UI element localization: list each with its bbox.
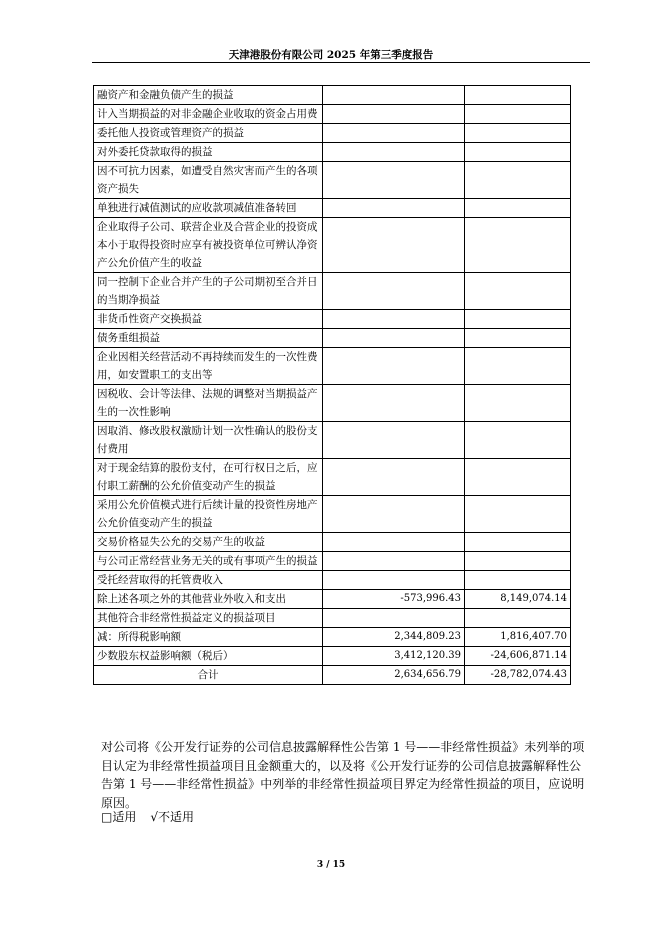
item-label: 因不可抗力因素，如遭受自然灾害而产生的各项资产损失 <box>94 162 323 199</box>
current-period-value <box>323 552 465 571</box>
item-label: 融资产和金融负债产生的损益 <box>94 86 323 105</box>
current-period-value <box>323 348 465 385</box>
table-row <box>94 124 571 143</box>
table-row <box>94 105 571 124</box>
table-row <box>94 496 571 533</box>
table-row <box>94 162 571 199</box>
header-rule <box>92 62 590 63</box>
item-label: 企业因相关经营活动不再持续而发生的一次性费用，如安置职工的支出等 <box>94 348 323 385</box>
table-row <box>94 199 571 218</box>
year-to-date-value: -24,606,871.14 <box>465 647 571 666</box>
current-period-value <box>323 273 465 310</box>
item-label: 合计 <box>94 666 323 685</box>
table-row <box>94 459 571 496</box>
item-label: 委托他人投资或管理资产的损益 <box>94 124 323 143</box>
table-row <box>94 666 571 685</box>
item-label: 对外委托贷款取得的损益 <box>94 143 323 162</box>
option-not-applicable: √不适用 <box>150 810 194 824</box>
current-period-value <box>323 496 465 533</box>
year-to-date-value <box>465 348 571 385</box>
year-to-date-value <box>465 496 571 533</box>
year-to-date-value <box>465 218 571 273</box>
applicability-options <box>101 808 194 825</box>
item-label: 企业取得子公司、联营企业及合营企业的投资成本小于取得投资时应享有被投资单位可辨认净资产公允价值产生的收益 <box>94 218 323 273</box>
year-to-date-value: -28,782,074.43 <box>465 666 571 685</box>
year-to-date-value <box>465 86 571 105</box>
table-row <box>94 628 571 647</box>
year-to-date-value <box>465 310 571 329</box>
year-to-date-value <box>465 385 571 422</box>
current-period-value <box>323 310 465 329</box>
table-row <box>94 552 571 571</box>
non-recurring-items-table <box>93 85 571 685</box>
page-number: 3 / 15 <box>316 860 346 870</box>
table-row <box>94 329 571 348</box>
item-label: 交易价格显失公允的交易产生的收益 <box>94 533 323 552</box>
table-row <box>94 143 571 162</box>
current-period-value: 3,412,120.39 <box>323 647 465 666</box>
year-to-date-value: 8,149,074.14 <box>465 590 571 609</box>
table-row <box>94 422 571 459</box>
item-label: 因取消、修改股权激励计划一次性确认的股份支付费用 <box>94 422 323 459</box>
current-period-value: 2,634,656.79 <box>323 666 465 685</box>
year-to-date-value <box>465 199 571 218</box>
item-label: 同一控制下企业合并产生的子公司期初至合并日的当期净损益 <box>94 273 323 310</box>
year-to-date-value <box>465 422 571 459</box>
current-period-value <box>323 533 465 552</box>
item-label: 其他符合非经常性损益定义的损益项目 <box>94 609 323 628</box>
year-to-date-value <box>465 459 571 496</box>
item-label: 采用公允价值模式进行后续计量的投资性房地产公允价值变动产生的损益 <box>94 496 323 533</box>
item-label: 因税收、会计等法律、法规的调整对当期损益产生的一次性影响 <box>94 385 323 422</box>
table-row <box>94 385 571 422</box>
item-label: 债务重组损益 <box>94 329 323 348</box>
current-period-value <box>323 218 465 273</box>
item-label: 除上述各项之外的其他营业外收入和支出 <box>94 590 323 609</box>
year-to-date-value <box>465 143 571 162</box>
year-to-date-value <box>465 329 571 348</box>
item-label: 减：所得税影响额 <box>94 628 323 647</box>
current-period-value <box>323 162 465 199</box>
year-to-date-value <box>465 609 571 628</box>
item-label: 计入当期损益的对非金融企业收取的资金占用费 <box>94 105 323 124</box>
explanation-paragraph: 对公司将《公开发行证券的公司信息披露解释性公告第 1 号——非经常性损益》未列举的项目认定为非经常性损益项目且金额重大的，以及将《公开发行证券的公司信息披露解释性公告第 1 号——非经常性损益》中列举的非经常性损益项目界定为经常性损益的项目，应说明原因。 <box>101 740 585 810</box>
table-row <box>94 310 571 329</box>
item-label: 单独进行减值测试的应收款项减值准备转回 <box>94 199 323 218</box>
current-period-value: -573,996.43 <box>323 590 465 609</box>
table-row <box>94 571 571 590</box>
year-to-date-value <box>465 273 571 310</box>
year-to-date-value <box>465 162 571 199</box>
current-period-value <box>323 571 465 590</box>
current-period-value <box>323 609 465 628</box>
item-label: 非货币性资产交换损益 <box>94 310 323 329</box>
item-label: 少数股东权益影响额（税后） <box>94 647 323 666</box>
table-row <box>94 647 571 666</box>
table-row <box>94 273 571 310</box>
table-row <box>94 348 571 385</box>
year-to-date-value <box>465 571 571 590</box>
table-row <box>94 86 571 105</box>
current-period-value <box>323 143 465 162</box>
option-applicable: □适用 <box>101 810 137 824</box>
table-row <box>94 533 571 552</box>
year-to-date-value: 1,816,407.70 <box>465 628 571 647</box>
year-to-date-value <box>465 552 571 571</box>
year-to-date-value <box>465 124 571 143</box>
page-header: 天津港股份有限公司 2025 年第三季度报告 <box>228 49 434 61</box>
current-period-value <box>323 199 465 218</box>
item-label: 受托经营取得的托管费收入 <box>94 571 323 590</box>
current-period-value <box>323 329 465 348</box>
table-row <box>94 218 571 273</box>
current-period-value <box>323 105 465 124</box>
item-label: 与公司正常经营业务无关的或有事项产生的损益 <box>94 552 323 571</box>
table-row <box>94 590 571 609</box>
current-period-value <box>323 459 465 496</box>
year-to-date-value <box>465 533 571 552</box>
current-period-value <box>323 422 465 459</box>
current-period-value <box>323 124 465 143</box>
year-to-date-value <box>465 105 571 124</box>
table-row <box>94 609 571 628</box>
current-period-value <box>323 86 465 105</box>
current-period-value <box>323 385 465 422</box>
item-label: 对于现金结算的股份支付，在可行权日之后，应付职工薪酬的公允价值变动产生的损益 <box>94 459 323 496</box>
current-period-value: 2,344,809.23 <box>323 628 465 647</box>
